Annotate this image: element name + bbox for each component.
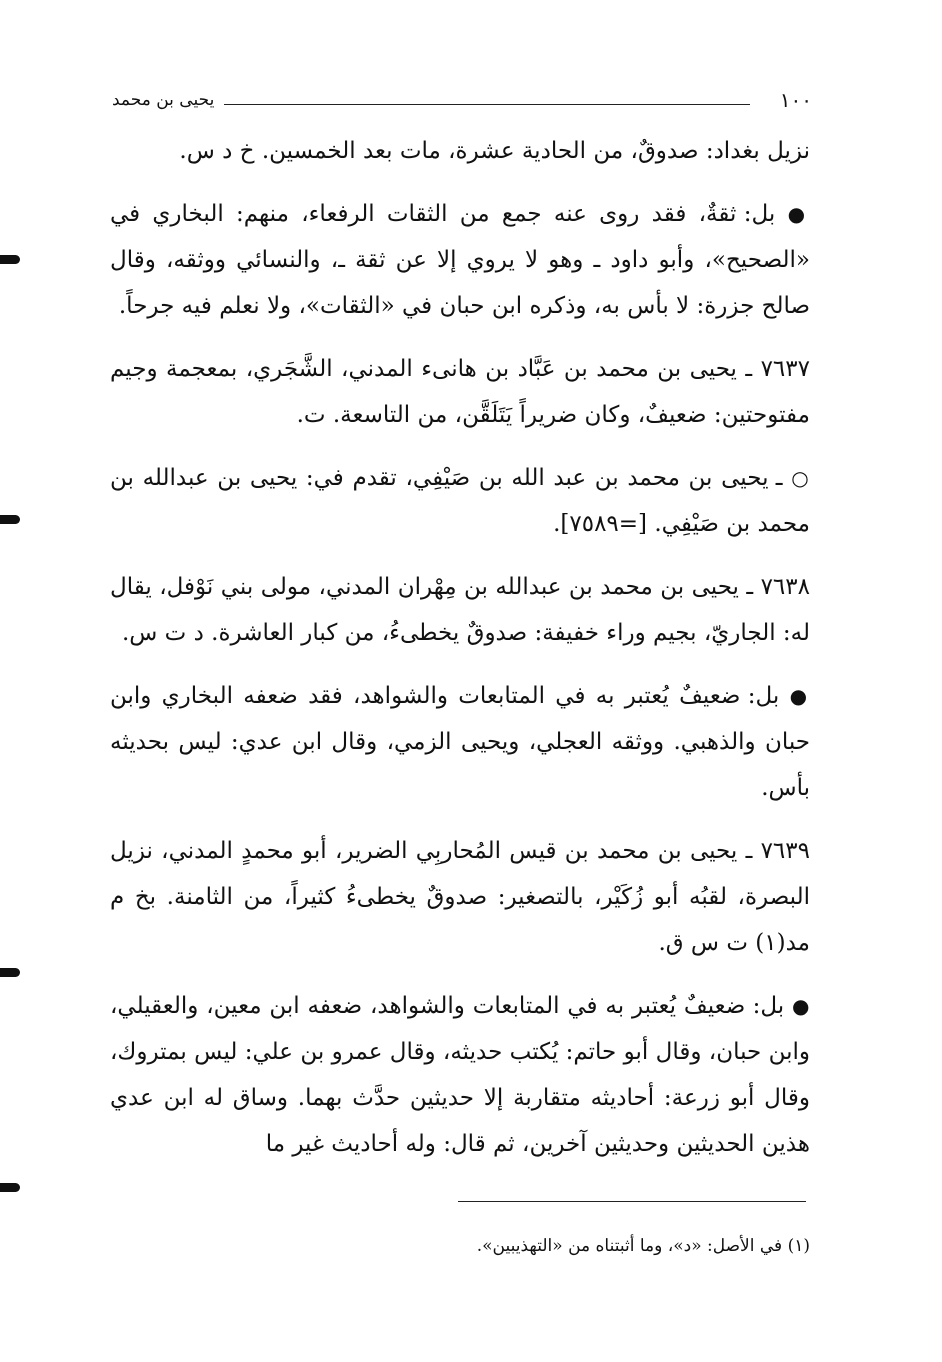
paragraph-2 bbox=[110, 191, 810, 329]
paragraph-text: ٧٦٣٧ ـ يحيى بن محمد بن عَبَّاد بن هانىء المدني، الشَّجَري، بمعجمة وجيم مفتوحتين: ضعيفٌ، وكان ضريراً يَتَلَقَّن، من التاسعة. ت. bbox=[110, 356, 810, 428]
page-edge-mark bbox=[0, 1183, 20, 1192]
page-edge-mark bbox=[0, 515, 20, 524]
paragraph-text: ـ يحيى بن محمد بن عبد الله بن صَيْفِي، تقدم في: يحيى بن عبدالله بن محمد بن صَيْفِي. [=٧٥٨٩]. bbox=[110, 465, 810, 537]
footnote-rule bbox=[458, 1201, 806, 1202]
header-rule bbox=[224, 104, 750, 105]
filled-circle-icon: ● bbox=[787, 202, 811, 226]
page-edge-mark bbox=[0, 255, 20, 264]
page-edge-mark bbox=[0, 968, 20, 977]
body-text bbox=[110, 128, 810, 1184]
paragraph-4 bbox=[110, 455, 810, 547]
paragraph-text: نزيل بغداد: صدوقٌ، من الحادية عشرة، مات بعد الخمسين. خ د س. bbox=[179, 138, 810, 164]
paragraph-1 bbox=[110, 128, 810, 174]
paragraph-5 bbox=[110, 564, 810, 656]
paragraph-text: بل: ضعيفٌ يُعتبر به في المتابعات والشواهد، ضعفه ابن معين، والعقيلي، وابن حبان، وقال أبو حاتم: يُكتب حديثه، وقال عمرو بن علي: ليس بمتروك، وقال أبو زرعة: أحاديثه متقاربة إلا حديثين حدَّث بهما. وساق له ابن عدي هذين الحديثين وحديثين آخرين، ثم قال: وله أحاديث غير ما bbox=[110, 993, 810, 1157]
running-head: يحيى بن محمد bbox=[112, 90, 215, 110]
paragraph-text: ٧٦٣٨ ـ يحيى بن محمد بن عبدالله بن مِهْران المدني، مولى بني نَوْفل، يقال له: الجاريّ، بجيم وراء خفيفة: صدوقٌ يخطىءُ، من كبار العاشرة. د ت س. bbox=[110, 574, 810, 646]
paragraph-7 bbox=[110, 828, 810, 966]
paragraph-text: ٧٦٣٩ ـ يحيى بن محمد بن قيس المُحاربِي الضرير، أبو محمدٍ المدني، نزيل البصرة، لقبُه أبو زُكَيْر، بالتصغير: صدوقٌ يخطىءُ كثيراً، من الثامنة. بخ م مد(١) ت س ق. bbox=[110, 838, 810, 956]
footnote: (١) في الأصل: «د»، وما أثبتناه من «التهذيبين». bbox=[476, 1236, 810, 1256]
filled-circle-icon: ● bbox=[792, 994, 811, 1018]
filled-circle-icon: ● bbox=[789, 684, 810, 708]
paragraph-text: بل: ثقةٌ، فقد روى عنه جمع من الثقات الرفعاء، منهم: البخاري في «الصحيح»، وأبو داود ـ وهو لا يروي إلا عن ثقة ـ، والنسائي ووثقه، وقال صالح جزرة: لا بأس به، وذكره ابن حبان في «الثقات»، ولا نعلم فيه جرحاً. bbox=[110, 201, 810, 319]
page-number: ١٠٠ bbox=[779, 88, 812, 112]
paragraph-8 bbox=[110, 983, 810, 1167]
paragraph-3 bbox=[110, 346, 810, 438]
paragraph-6 bbox=[110, 673, 810, 811]
paragraph-text: بل: ضعيفٌ يُعتبر به في المتابعات والشواهد، فقد ضعفه البخاري وابن حبان والذهبي. ووثقه العجلي، ويحيى الزمي، وقال ابن عدي: ليس بحديثه بأس. bbox=[110, 683, 810, 801]
hollow-circle-icon: ○ bbox=[791, 466, 811, 490]
page-header bbox=[112, 88, 812, 120]
